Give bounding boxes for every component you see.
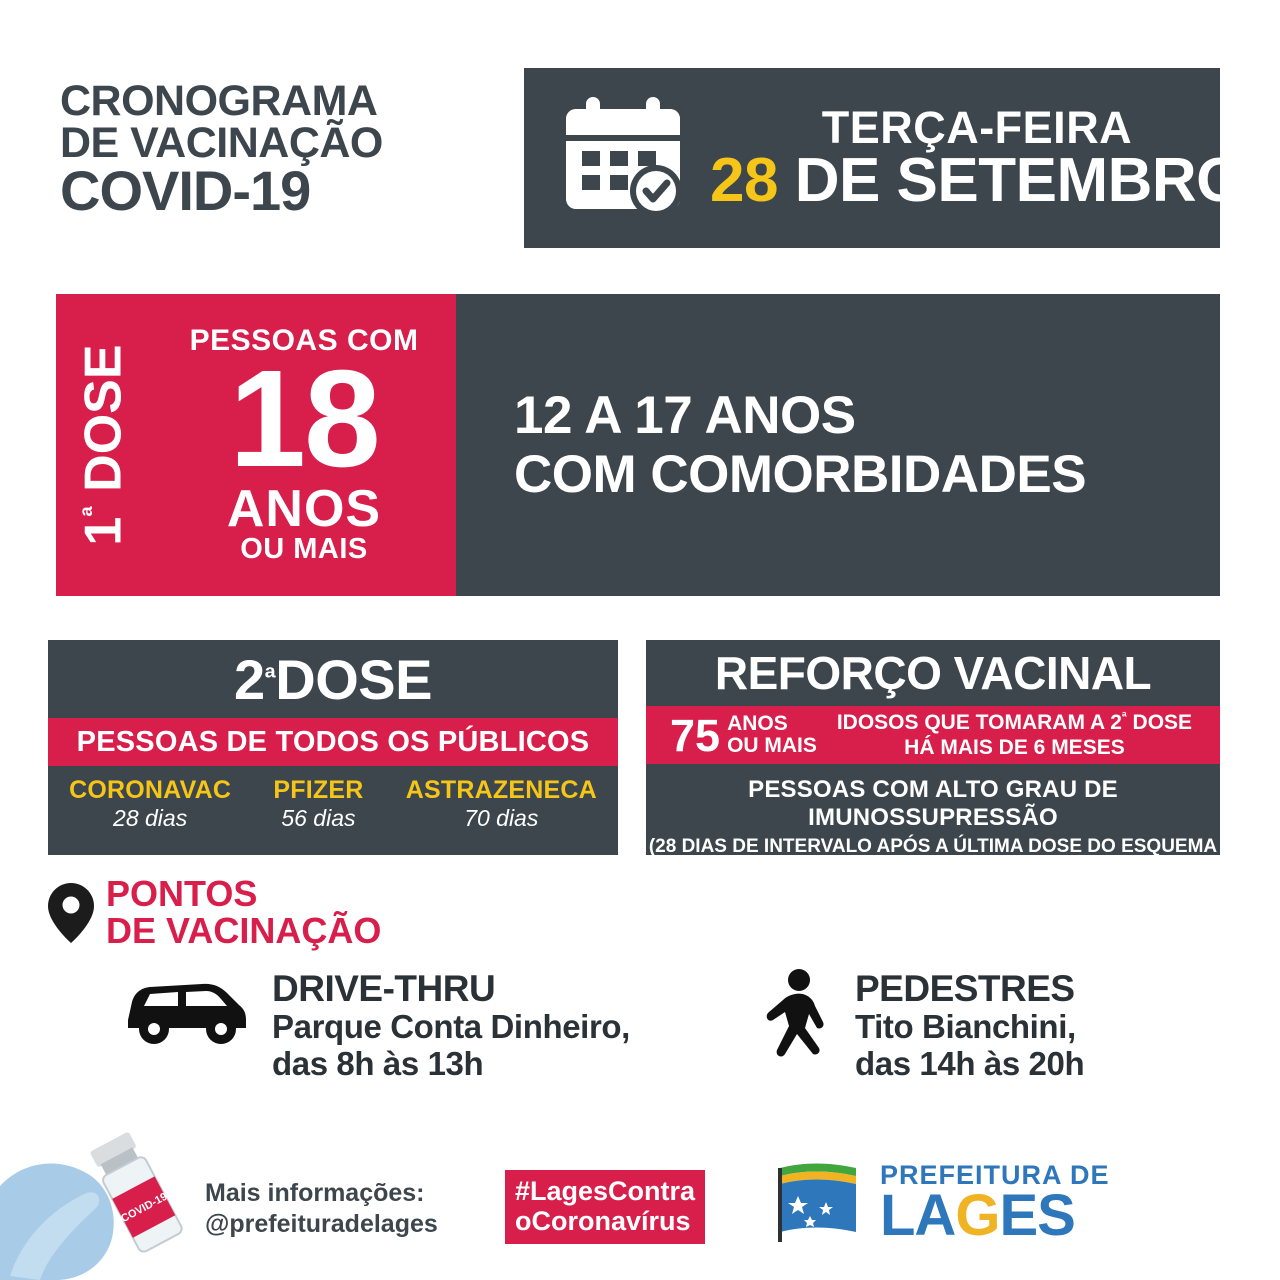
booster-description bbox=[817, 710, 1220, 759]
first-dose-age-block bbox=[152, 294, 456, 596]
first-dose-anos-label: ANOS bbox=[226, 479, 382, 538]
more-info-handle: @prefeituradelages bbox=[205, 1209, 438, 1238]
first-dose-vertical-label bbox=[56, 294, 152, 596]
first-dose-number: 1 bbox=[75, 516, 133, 546]
booster-desc-line-2: HÁ MAIS DE 6 MESES bbox=[904, 735, 1125, 759]
vaccine-name: ASTRAZENECA bbox=[405, 776, 597, 804]
location-text bbox=[272, 968, 630, 1083]
first-dose-top-text: PESSOAS COM bbox=[189, 324, 419, 358]
title-line-2: DE VACINAÇÃO bbox=[60, 119, 383, 168]
location-title: PEDESTRES bbox=[855, 968, 1075, 1009]
date-text bbox=[710, 101, 1244, 215]
map-pin-icon bbox=[48, 883, 94, 943]
hashtag-line-2: oCoronavírus bbox=[515, 1205, 691, 1236]
location-text bbox=[855, 968, 1084, 1083]
vaccine-interval: 70 dias bbox=[464, 804, 539, 831]
logo-g: G bbox=[955, 1183, 1000, 1249]
booster-footnote-line-1: PESSOAS COM ALTO GRAU DE IMUNOSSUPRESSÃO bbox=[748, 776, 1118, 831]
logo-line-1: PREFEITURA DE bbox=[880, 1159, 1110, 1190]
booster-desc-text-b: DOSE bbox=[1126, 711, 1193, 735]
booster-age-number: 75 bbox=[670, 709, 721, 761]
city-hall-logo bbox=[770, 1159, 1110, 1249]
points-label-line-1: PONTOS bbox=[106, 873, 258, 914]
date-day bbox=[710, 145, 1244, 215]
first-dose-section bbox=[56, 294, 1220, 596]
location-title: DRIVE-THRU bbox=[272, 968, 496, 1009]
location-hours: das 14h às 20h bbox=[855, 1045, 1085, 1083]
booster-highlight-bar bbox=[646, 706, 1220, 764]
campaign-hashtag bbox=[505, 1170, 705, 1244]
first-dose-word: DOSE bbox=[75, 344, 133, 507]
points-label-line-2: DE VACINAÇÃO bbox=[106, 909, 382, 951]
svg-text:COVID-19: COVID-19 bbox=[119, 1190, 170, 1226]
second-dose-ordinal: ª bbox=[264, 662, 276, 695]
first-dose-oumais-label: OU MAIS bbox=[240, 532, 368, 565]
vaccine-interval: 56 dias bbox=[281, 804, 356, 831]
title-line-1: CRONOGRAMA bbox=[60, 77, 378, 125]
booster-footnote-line-2: (28 DIAS DE INTERVALO APÓS A ÚLTIMA DOSE DO ESQUEMA BÁSICO) bbox=[648, 836, 1218, 879]
page-title bbox=[60, 77, 383, 223]
vaccine-vial-icon bbox=[0, 1090, 240, 1280]
logo-es: ES bbox=[999, 1183, 1075, 1249]
date-day-number: 28 bbox=[710, 145, 778, 215]
booster-section bbox=[646, 640, 1220, 879]
booster-footnote bbox=[646, 764, 1220, 879]
booster-age-line-1: ANOS bbox=[727, 711, 788, 735]
vaccine-item bbox=[69, 776, 231, 831]
second-dose-subtitle: PESSOAS DE TODOS OS PÚBLICOS bbox=[48, 718, 618, 766]
title-line-3: COVID-19 bbox=[60, 159, 311, 223]
first-dose-ordinal: ª bbox=[77, 506, 109, 517]
booster-age-labels bbox=[727, 713, 817, 757]
header bbox=[0, 68, 1280, 248]
calendar-check-icon bbox=[560, 95, 692, 221]
lages-flag-icon bbox=[770, 1160, 866, 1246]
vaccination-points-heading bbox=[48, 873, 382, 951]
vaccine-name: PFIZER bbox=[273, 776, 364, 804]
footer bbox=[0, 1100, 1280, 1280]
booster-desc-ordinal: ª bbox=[1121, 709, 1127, 725]
car-icon bbox=[120, 968, 250, 1048]
vaccination-points-label bbox=[106, 873, 382, 951]
second-dose-vaccine-list bbox=[48, 766, 618, 855]
first-dose-right-panel bbox=[456, 294, 1220, 596]
more-info bbox=[205, 1178, 438, 1241]
second-dose-number: 2 bbox=[234, 647, 265, 711]
date-month: DE SETEMBRO bbox=[777, 145, 1244, 215]
location-drive-thru bbox=[120, 968, 630, 1083]
pedestrian-icon bbox=[755, 968, 833, 1076]
location-pedestrians bbox=[755, 968, 1084, 1083]
logo-line-2 bbox=[880, 1183, 1110, 1249]
booster-age-block bbox=[646, 709, 817, 761]
vaccine-item bbox=[273, 776, 363, 831]
vaccine-item bbox=[406, 776, 597, 831]
location-address: Parque Conta Dinheiro, bbox=[272, 1008, 630, 1046]
second-dose-title bbox=[48, 640, 618, 718]
hashtag-line-1: #LagesContra bbox=[515, 1175, 696, 1206]
date-weekday: TERÇA-FEIRA bbox=[821, 101, 1133, 153]
second-dose-word: DOSE bbox=[275, 647, 432, 711]
first-dose-left-panel bbox=[56, 294, 456, 596]
second-dose-section bbox=[48, 640, 618, 855]
more-info-line-1: Mais informações: bbox=[205, 1178, 425, 1207]
first-dose-right-line-2: COM COMORBIDADES bbox=[514, 445, 1087, 504]
date-banner bbox=[524, 68, 1244, 248]
booster-age-line-2: OU MAIS bbox=[727, 734, 817, 757]
vaccine-interval: 28 dias bbox=[113, 804, 188, 831]
booster-desc-text-a: IDOSOS QUE TOMARAM A 2 bbox=[836, 711, 1122, 735]
location-hours: das 8h às 13h bbox=[272, 1045, 484, 1083]
first-dose-age-number: 18 bbox=[229, 342, 379, 497]
logo-wordmark bbox=[880, 1159, 1110, 1249]
booster-desc-line-1 bbox=[817, 710, 1212, 735]
first-dose-right-line-1: 12 A 17 ANOS bbox=[514, 385, 856, 445]
booster-title: REFORÇO VACINAL bbox=[714, 647, 1152, 699]
logo-la: LA bbox=[880, 1183, 956, 1249]
location-address: Tito Bianchini, bbox=[855, 1008, 1076, 1046]
vaccine-name: CORONAVAC bbox=[69, 776, 232, 804]
